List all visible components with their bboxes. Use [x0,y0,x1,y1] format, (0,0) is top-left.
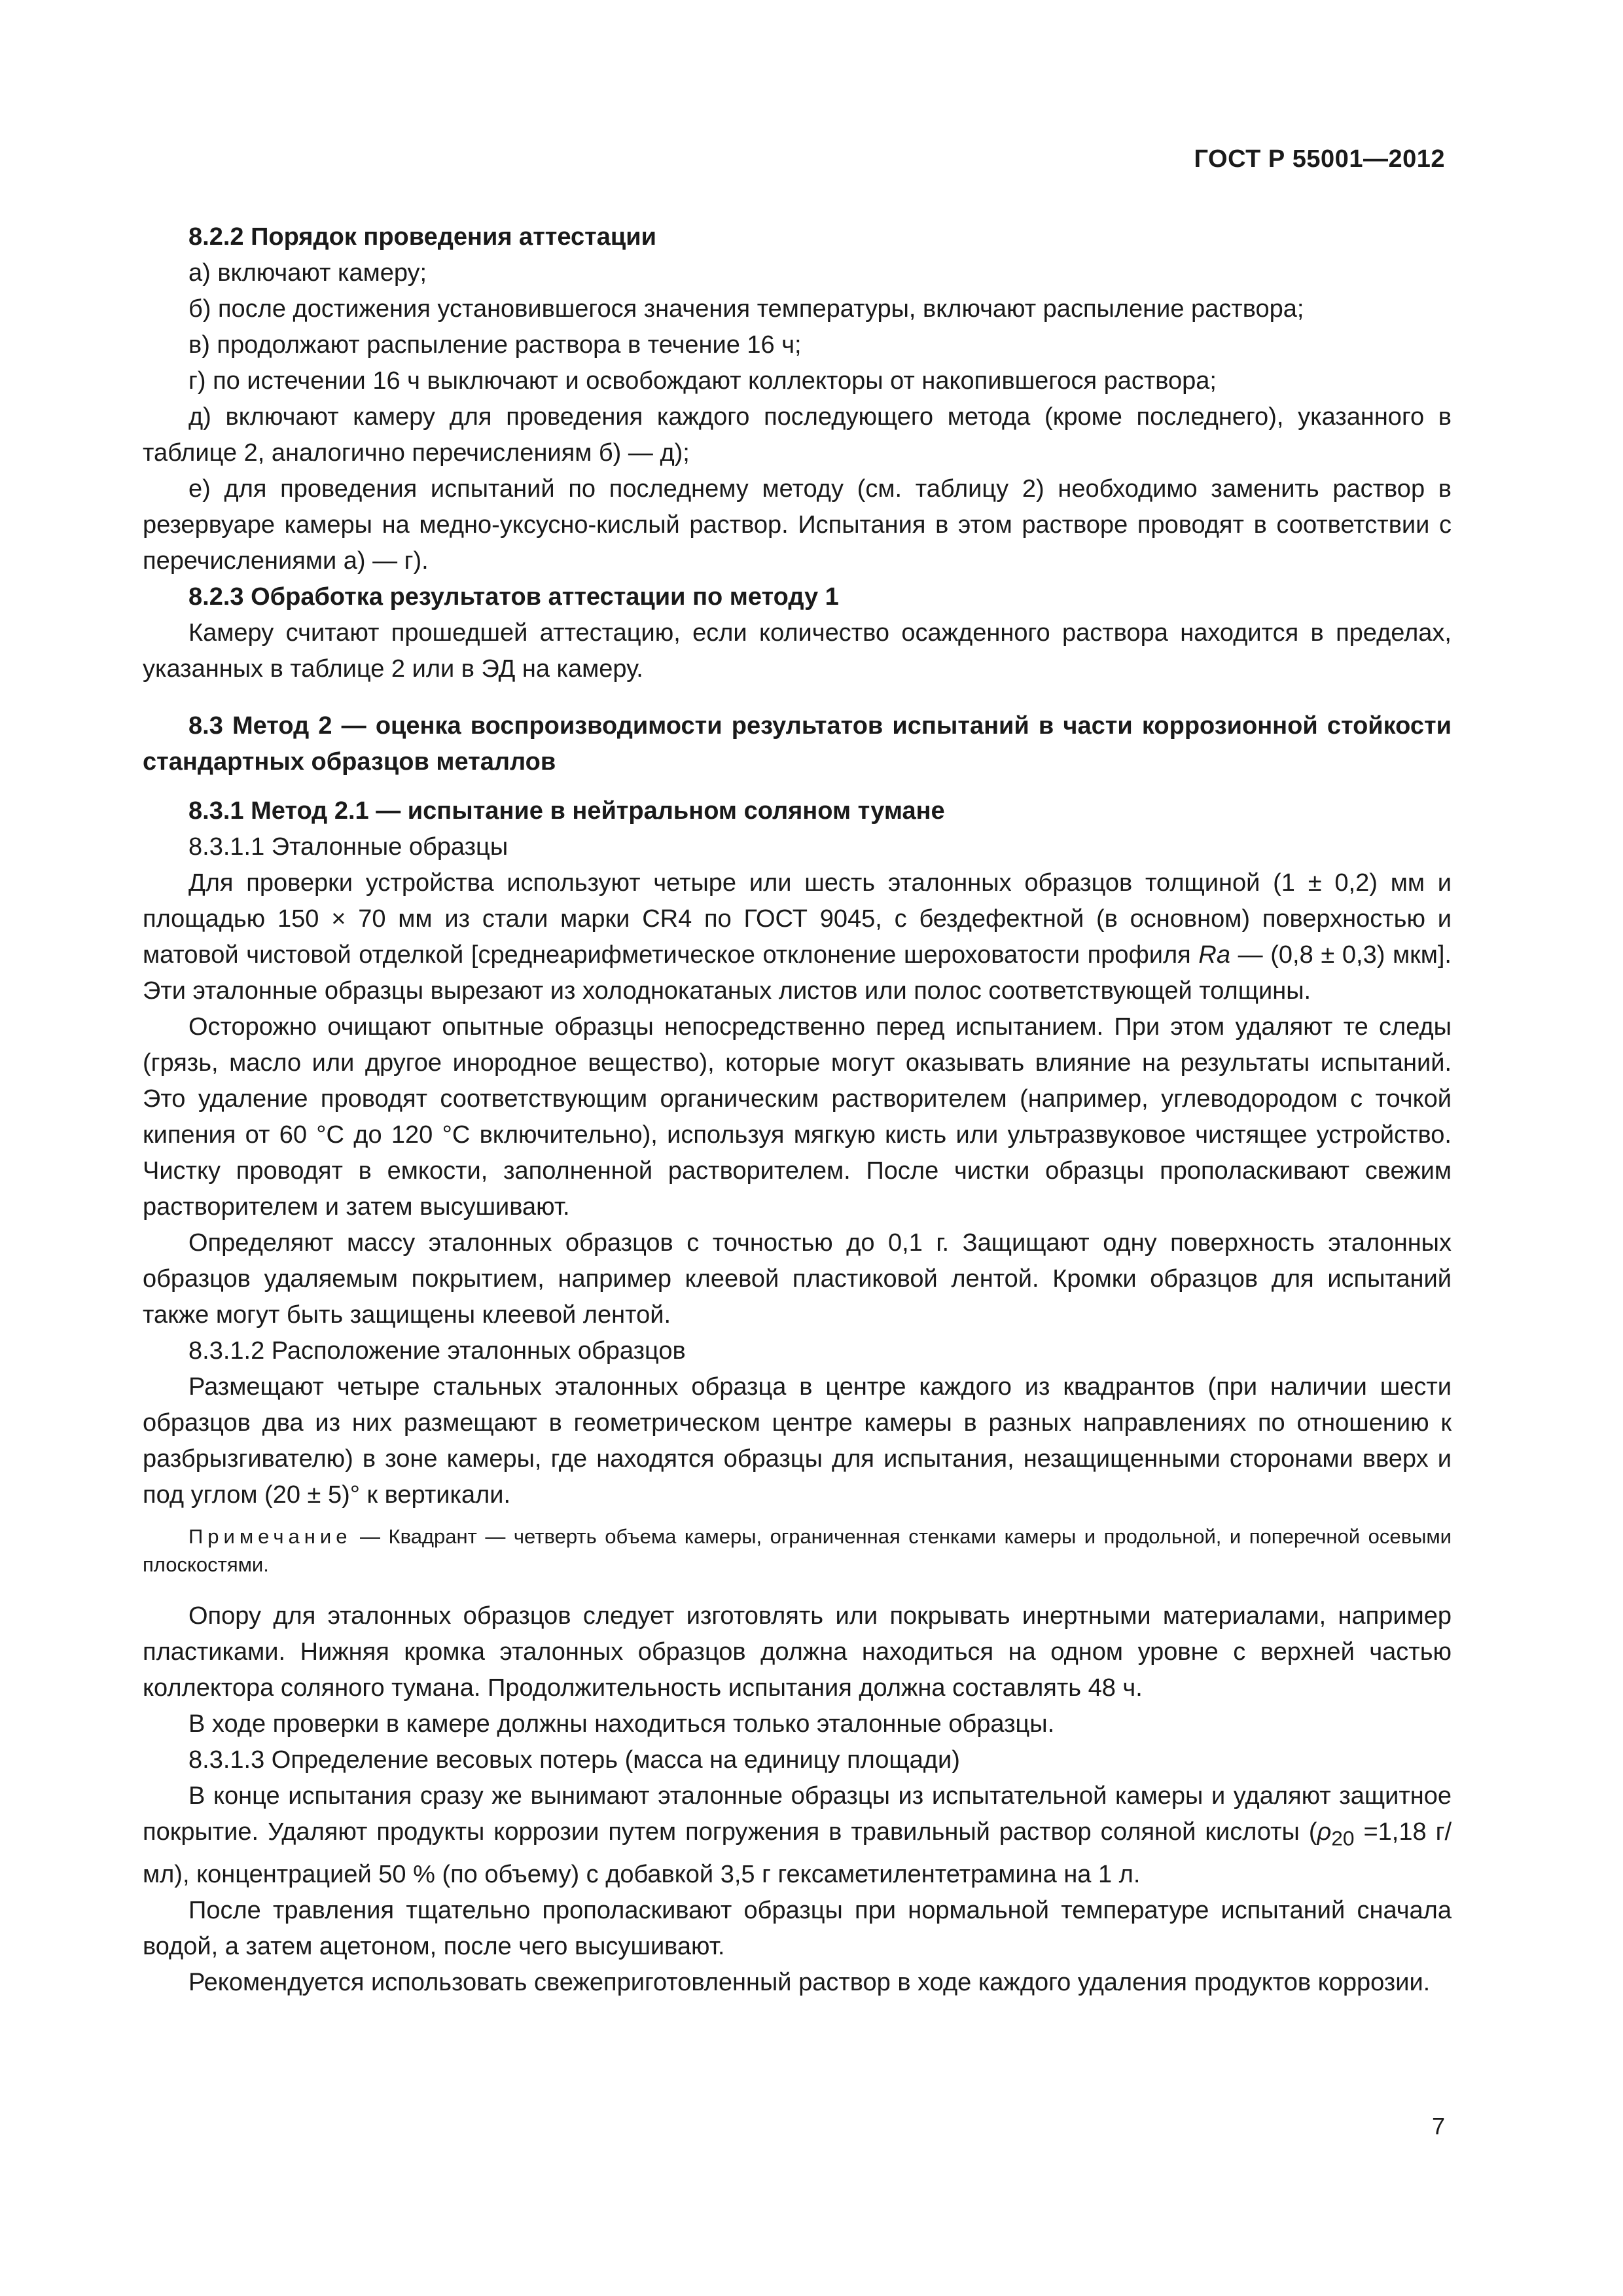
list-item-d: д) включают камеру для проведения каждого последующего метода (кроме последнего), указанного в таблице 2, аналогично перечислениям б) — д); [143,403,1452,467]
list-item-a: а) включают камеру; [188,259,427,287]
section-8-3-1-1-paragraph-2: Осторожно очищают опытные образцы непосредственно перед испытанием. При этом удаляют те следы (грязь, масло или другое инородное вещество), которые могут оказывать влияние на результаты испытаний. Это удаление проводят соответствующим органическим растворителем (например, углеводородом с точкой кипения от 60 °С до 120 °С включительно), используя мягкую кисть или ультразвуковое чистящее устройство. Чистку проводят в емкости, заполненной растворителем. После чистки образцы прополаскивают свежим растворителем и затем высушивают. [143,1013,1452,1221]
section-8-3-1-3-paragraph-1 [143,1778,1452,1893]
rho-subscript: 20 [1331,1826,1355,1850]
section-8-3-1-2-paragraph-1: Размещают четыре стальных эталонных образца в центре каждого из квадрантов (при наличии шести образцов два из них размещают в геометрическом центре камеры в разных направлениях по отношению к разбрызгивателю) в зоне камеры, где находятся образцы для испытания, незащищенными сторонами вверх и под углом (20 ± 5)° к вертикали. [143,1373,1452,1509]
note [143,1522,1452,1579]
section-8-2-3-heading: 8.2.3 Обработка результатов аттестации по методу 1 [188,583,839,611]
section-8-2-3-text: Камеру считают прошедшей аттестацию, если количество осажденного раствора находится в пределах, указанных в таблице 2 или в ЭД на камеру. [143,619,1452,683]
page-number: 7 [1431,2113,1445,2140]
section-8-3-1-1-heading: 8.3.1.1 Эталонные образцы [188,833,508,861]
section-8-3-1-3-paragraph-3: Рекомендуется использовать свежеприготовленный раствор в ходе каждого удаления продуктов коррозии. [188,1968,1431,1996]
document-code-header: ГОСТ Р 55001—2012 [1194,145,1445,173]
section-8-3-1-2-heading: 8.3.1.2 Расположение эталонных образцов [188,1337,686,1365]
note-text: — Квадрант — четверть объема камеры, ограниченная стенками камеры и продольной, и поперечной осевыми плоскостями. [143,1525,1452,1576]
list-item-g: г) по истечении 16 ч выключают и освобождают коллекторы от накопившегося раствора; [188,367,1217,395]
document-body [143,219,1452,2001]
note-label: Примечание [188,1525,352,1548]
section-8-3-heading: 8.3 Метод 2 — оценка воспроизводимости результатов испытаний в части коррозионной стойкости стандартных образцов металлов [143,712,1452,776]
paragraph-text: Для проверки устройства используют четыре или шесть эталонных образцов толщиной (1 ± 0,2) мм и площадью 150 × 70 мм из стали марки CR4 по ГОСТ 9045, с бездефектной (в основном) поверхностью и матовой чистовой отделкой [среднеарифметическое отклонение шероховатости профиля [143,869,1452,969]
section-8-3-1-1-paragraph-3: Определяют массу эталонных образцов с точностью до 0,1 г. Защищают одну поверхность эталонных образцов удаляемым покрытием, например клеевой пластиковой лентой. Кромки образцов для испытаний также могут быть защищены клеевой лентой. [143,1229,1452,1329]
section-8-3-1-1-paragraph-1 [143,865,1452,1009]
list-item-e: е) для проведения испытаний по последнему методу (см. таблицу 2) необходимо заменить раствор в резервуаре камеры на медно-уксусно-кислый раствор. Испытания в этом растворе проводят в соответствии с перечислениями а) — г). [143,475,1452,575]
section-8-3-1-2-paragraph-2: Опору для эталонных образцов следует изготовлять или покрывать инертными материалами, например пластиками. Нижняя кромка эталонных образцов должна находиться на одном уровне с верхней частью коллектора соляного тумана. Продолжительность испытания должна составлять 48 ч. [143,1602,1452,1702]
section-8-3-1-heading: 8.3.1 Метод 2.1 — испытание в нейтральном соляном тумане [188,797,945,825]
rho-symbol: ρ [1317,1818,1332,1846]
paragraph-text: — (0,8 ± 0,3) мкм]. Эти эталонные образцы вырезают из холоднокатаных листов или полос соответствующей толщины. [143,941,1452,1005]
paragraph-text: В конце испытания сразу же вынимают эталонные образцы из испытательной камеры и удаляют защитное покрытие. Удаляют продукты коррозии путем погружения в травильный раствор соляной кислоты ( [143,1782,1452,1846]
paragraph-text: =1,18 г/мл), концентрацией 50 % (по объему) с добавкой 3,5 г гексаметилентетрамина на 1 л. [143,1818,1452,1888]
section-8-3-1-2-paragraph-3: В ходе проверки в камере должны находиться только эталонные образцы. [188,1710,1055,1738]
list-item-b: б) после достижения установившегося значения температуры, включают распыление раствора; [188,295,1304,323]
section-8-3-1-3-paragraph-2: После травления тщательно прополаскивают образцы при нормальной температуре испытаний сначала водой, а затем ацетоном, после чего высушивают. [143,1896,1452,1960]
ra-symbol: Ra [1198,941,1230,969]
list-item-v: в) продолжают распыление раствора в течение 16 ч; [188,331,802,359]
section-8-3-1-3-heading: 8.3.1.3 Определение весовых потерь (масса на единицу площади) [188,1746,960,1774]
section-8-2-2-heading: 8.2.2 Порядок проведения аттестации [188,223,657,251]
